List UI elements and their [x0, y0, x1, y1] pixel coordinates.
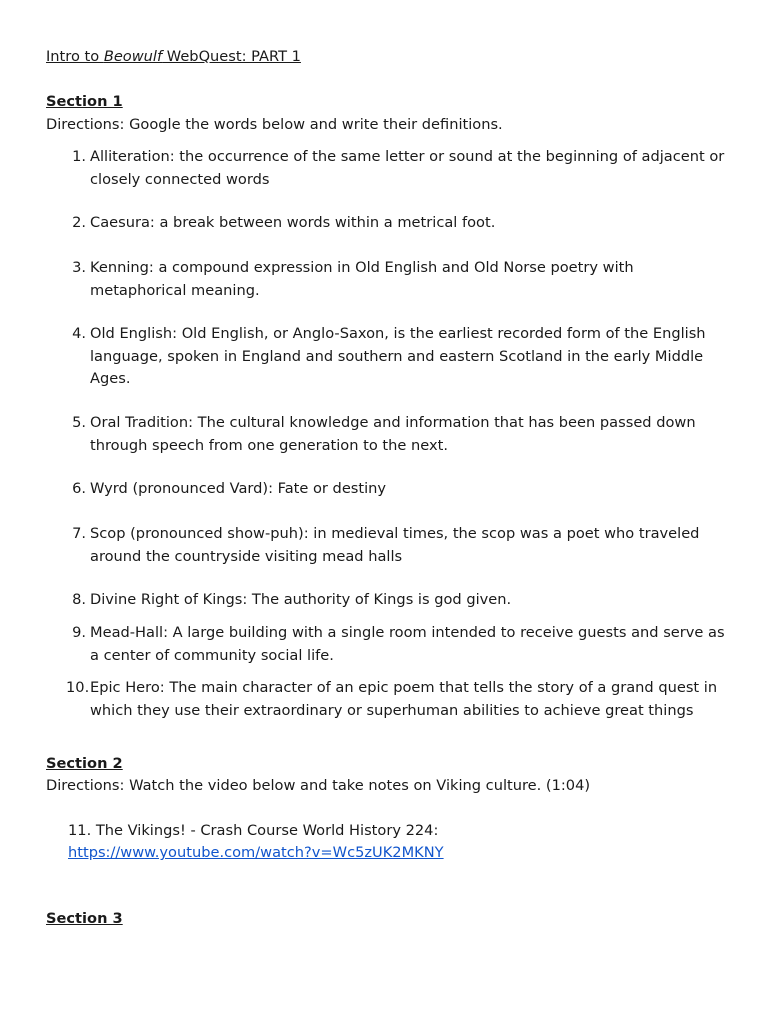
section-2-directions: Directions: Watch the video below and take notes on Viking culture. (1:04) — [46, 777, 591, 794]
list-item-text: Mead-Hall: A large building with a single room intended to receive guests and serve as a center of community social life. — [90, 624, 725, 664]
list-item-text: Scop (pronounced show-puh): in medieval times, the scop was a poet who traveled around the countryside visiting mead halls — [90, 525, 700, 565]
list-item — [66, 523, 726, 568]
list-item — [66, 323, 726, 391]
list-item-text: Old English: Old English, or Anglo-Saxon, is the earliest recorded form of the English language, spoken in England and southern and eastern Scotland in the early Middle Ages. — [90, 325, 706, 387]
list-item-text: Caesura: a break between words within a metrical foot. — [90, 214, 496, 231]
list-item-text: Epic Hero: The main character of an epic poem that tells the story of a grand quest in which they use their extraordinary or superhuman abilities to achieve great things — [90, 679, 718, 719]
list-item-number: 8. — [72, 591, 86, 608]
list-item — [66, 257, 726, 302]
list-item — [66, 146, 726, 191]
list-item-number: 1. — [72, 148, 86, 165]
list-item-number: 6. — [72, 480, 86, 497]
list-item-text: Wyrd (pronounced Vard): Fate or destiny — [90, 480, 387, 497]
list-item-number: 10. — [66, 679, 90, 696]
list-item-number: 9. — [72, 624, 86, 641]
video-item-label: 11. The Vikings! - Crash Course World History 224: — [68, 822, 439, 839]
document-title — [46, 46, 301, 69]
list-item-text: Alliteration: the occurrence of the same letter or sound at the beginning of adjacent or closely connected words — [90, 148, 725, 188]
video-link[interactable]: https://www.youtube.com/watch?v=Wc5zUK2MKNY — [68, 844, 444, 861]
title-suffix: WebQuest: PART 1 — [162, 48, 301, 65]
section-2-heading: Section 2 — [46, 755, 123, 772]
list-item-number: 5. — [72, 414, 86, 431]
list-item-number: 7. — [72, 525, 86, 542]
title-prefix: Intro to — [46, 48, 104, 65]
list-item — [66, 478, 726, 501]
list-item-number: 3. — [72, 259, 86, 276]
list-item-text: Kenning: a compound expression in Old English and Old Norse poetry with metaphorical meaning. — [90, 259, 634, 299]
list-item — [66, 212, 726, 235]
list-item — [66, 622, 726, 667]
title-italic: Beowulf — [103, 48, 163, 65]
list-item-text: Oral Tradition: The cultural knowledge and information that has been passed down through speech from one generation to the next. — [90, 414, 696, 454]
list-item — [66, 677, 726, 722]
list-item — [66, 589, 726, 612]
section-1-heading: Section 1 — [46, 93, 123, 110]
video-link-wrapper — [68, 842, 444, 865]
section-1-directions: Directions: Google the words below and write their definitions. — [46, 116, 503, 133]
list-item-text: Divine Right of Kings: The authority of Kings is god given. — [90, 591, 512, 608]
section-3-heading: Section 3 — [46, 910, 123, 927]
list-item-number: 4. — [72, 325, 86, 342]
list-item-number: 2. — [72, 214, 86, 231]
list-item — [66, 412, 726, 457]
